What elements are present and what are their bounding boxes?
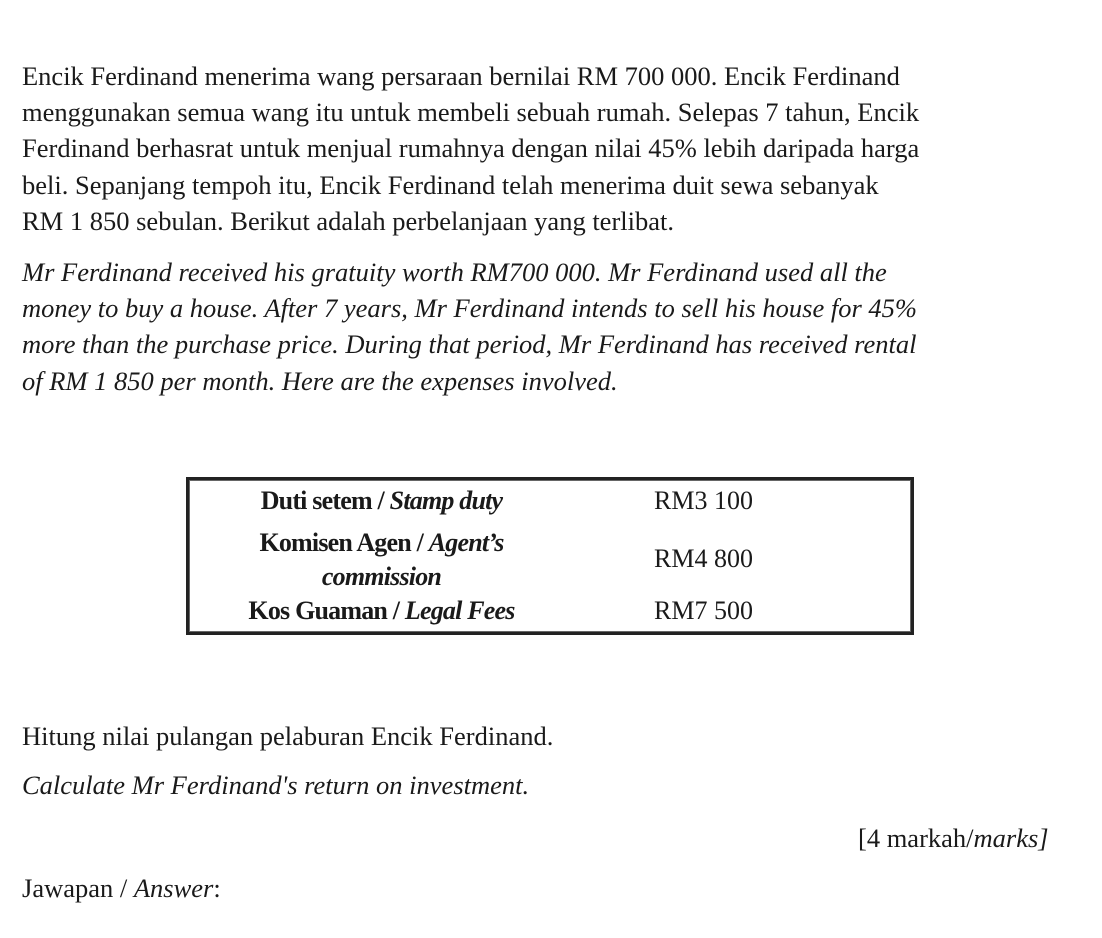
expense-label-malay: Komisen Agen / — [259, 528, 429, 557]
expense-amount: RM7 500 — [654, 596, 753, 625]
marks-prefix: [4 markah/ — [858, 823, 974, 853]
expense-label-malay: Duti setem / — [260, 486, 390, 515]
expense-label — [189, 484, 574, 518]
passage-english — [22, 254, 1102, 399]
expense-table — [186, 477, 914, 635]
expense-row-agent-commission — [189, 526, 911, 596]
expense-row-legal-fees — [189, 594, 911, 634]
expense-label — [189, 594, 574, 628]
answer-label — [22, 871, 221, 905]
answer-label-colon: : — [213, 873, 221, 903]
passage-malay-line: Encik Ferdinand menerima wang persaraan bernilai RM 700 000. Encik Ferdinand — [22, 61, 900, 91]
expense-amount: RM3 100 — [654, 486, 753, 515]
expense-label-malay: Kos Guaman / — [248, 596, 405, 625]
answer-label-malay: Jawapan / — [22, 873, 134, 903]
passage-malay — [22, 58, 1102, 239]
passage-english-line: Mr Ferdinand received his gratuity worth RM700 000. Mr Ferdinand used all the — [22, 257, 887, 287]
expense-label-english-continued: commission — [321, 562, 442, 591]
passage-malay-line: beli. Sepanjang tempoh itu, Encik Ferdinand telah menerima duit sewa sebanyak — [22, 169, 879, 200]
expense-label-english: Legal Fees — [404, 596, 515, 625]
expense-label-english: Stamp duty — [389, 486, 503, 515]
expense-amount: RM4 800 — [654, 544, 753, 573]
passage-malay-line: menggunakan semua wang itu untuk membeli sebuah rumah. Selepas 7 tahun, Encik — [22, 97, 920, 128]
expense-label — [189, 526, 574, 594]
passage-english-line: of RM 1 850 per month. Here are the expenses involved. — [22, 365, 618, 396]
question-malay: Hitung nilai pulangan pelaburan Encik Ferdinand. — [22, 721, 554, 751]
passage-malay-line: RM 1 850 sebulan. Berikut adalah perbelanjaan yang terlibat. — [22, 205, 674, 236]
passage-english-line: more than the purchase price. During that period, Mr Ferdinand has received rental — [22, 329, 917, 360]
marks-italic: marks] — [973, 823, 1049, 853]
passage-malay-line: Ferdinand berhasrat untuk menjual rumahnya dengan nilai 45% lebih daripada harga — [22, 133, 920, 164]
question-english: Calculate Mr Ferdinand's return on investment. — [22, 770, 530, 800]
expense-row-stamp-duty — [189, 484, 911, 524]
answer-label-english: Answer — [133, 873, 214, 903]
passage-english-line: money to buy a house. After 7 years, Mr Ferdinand intends to sell his house for 45% — [22, 293, 918, 324]
expense-label-english: Agent’s — [428, 528, 504, 557]
marks-allocation — [858, 821, 1049, 855]
